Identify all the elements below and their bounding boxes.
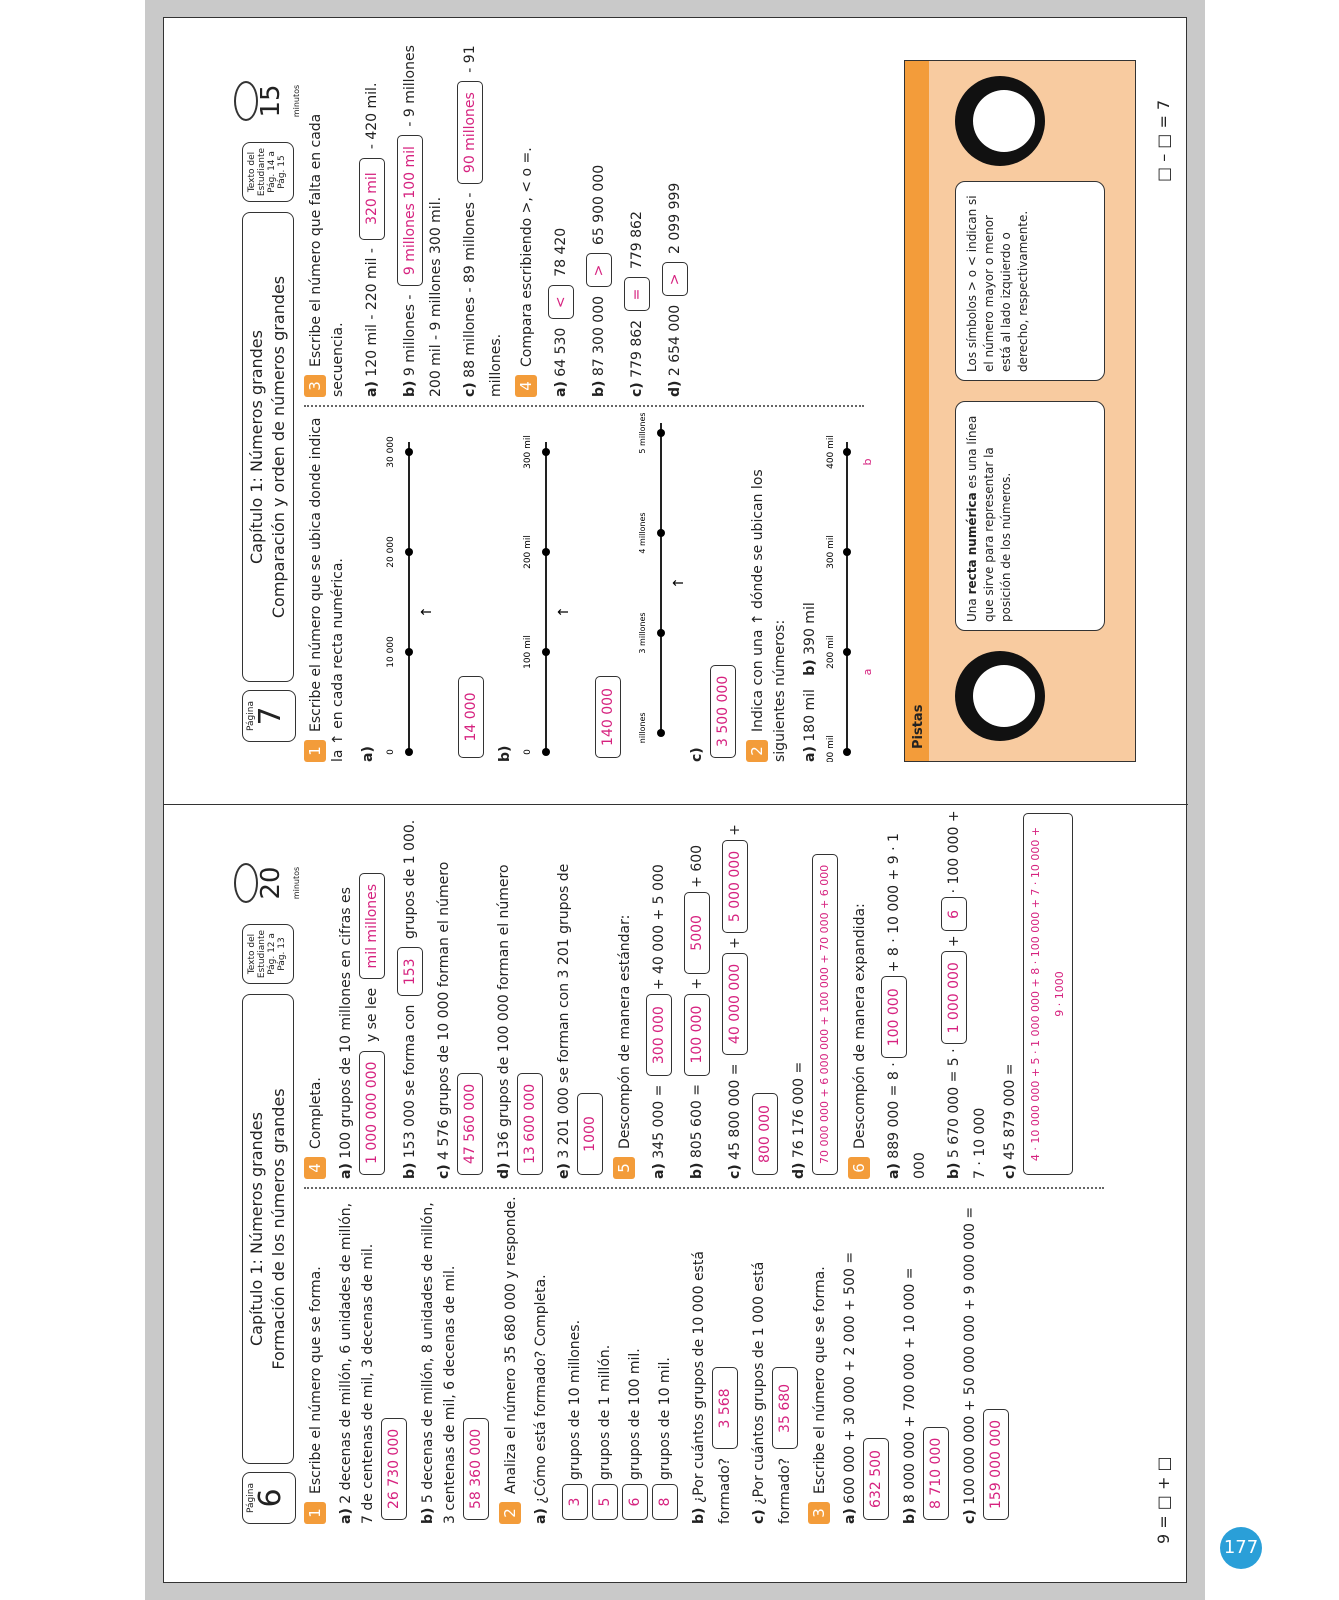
hints-label: Pistas xyxy=(911,704,926,749)
lesson-title: Comparación y orden de números grandes xyxy=(269,275,288,619)
exercise-number: 6 xyxy=(848,1157,870,1179)
page-number-badge: 177 xyxy=(1220,1527,1262,1569)
exercise-number: 1 xyxy=(304,740,326,762)
exercise-number: 5 xyxy=(613,1157,635,1179)
answer-box[interactable]: 140 000 xyxy=(595,676,621,758)
item-text: 153 000 se forma con xyxy=(402,1004,418,1159)
rotated-sheet xyxy=(164,18,1188,1584)
answer-box[interactable]: 90 millones xyxy=(457,81,483,184)
answer-box[interactable]: 8 710 000 xyxy=(923,1427,949,1520)
item-text: y se lee xyxy=(364,987,380,1043)
answer-box[interactable]: 632 500 xyxy=(863,1438,889,1520)
answer-box[interactable]: 70 000 000 + 6 000 000 + 100 000 + 70 000 + 6 000 xyxy=(812,854,838,1175)
tick-label: 10 000 xyxy=(386,636,396,668)
answer-box[interactable]: 9 millones 100 mil xyxy=(397,135,423,286)
arrow-icon: ↑ xyxy=(556,606,572,618)
answer-box[interactable]: 153 xyxy=(397,947,423,996)
item-text: 4 576 grupos de 10 000 forman el número xyxy=(436,861,452,1160)
item-text: 120 mil - 220 mil - xyxy=(364,248,380,377)
hints-panel xyxy=(904,60,1136,762)
footer-equation: □ – □ = 7 xyxy=(1154,99,1173,182)
answer-box[interactable]: 300 000 xyxy=(646,994,672,1076)
item-text: + 600 xyxy=(689,844,705,888)
left-column: 1Escribe el número que se ubica donde indica la ↑ en cada recta numérica. a) 0 10 000 20 000 30 000 ↑ 14 000 b) 0 100 mil 200 mil 300 mil ↑ 140 000 c) 2 millones 3 millones 4 millones 5 millones ↑ 3 500 000 2Indica con una ↑ dónde se ubican los siguientes números: a) 180 mil b) 390 mil 100 mil 200 mil 300 mil 400 mil a b xyxy=(304,412,892,762)
page-box xyxy=(242,690,296,742)
item-text: 45 800 000 = xyxy=(727,1063,743,1160)
tick-label: 100 mil xyxy=(523,635,533,669)
item-text: - 9 millones 200 mil - 9 millones 300 mil. xyxy=(402,45,444,397)
number-line-b xyxy=(516,432,586,762)
divider xyxy=(304,405,864,407)
answer-box[interactable]: 3 xyxy=(562,1484,588,1520)
hints-band xyxy=(905,61,929,761)
exercise-number: 3 xyxy=(304,375,326,397)
clock-icon xyxy=(234,854,301,912)
page-box xyxy=(242,1472,296,1524)
answer-box[interactable]: mil millones xyxy=(359,873,385,980)
answer-box[interactable]: 100 000 xyxy=(684,994,710,1076)
minutes-label: minutos xyxy=(292,84,301,118)
item-text: 5 decenas de millón, 8 unidades de millón, 3 centenas de mil, 6 decenas de mil. xyxy=(420,1202,458,1524)
clock-icon xyxy=(234,72,301,130)
item-text: 2 654 000 xyxy=(667,304,683,377)
item-text: grupos de 10 millones. xyxy=(567,1319,583,1480)
item-text: grupos de 1 millón. xyxy=(597,1344,613,1480)
answer-box[interactable]: > xyxy=(586,254,612,288)
exercise-number: 2 xyxy=(499,1502,521,1524)
tick-label: 300 mil xyxy=(826,535,836,569)
item-text: grupos de 100 mil. xyxy=(627,1348,643,1480)
item-text: 2 decenas de millón, 6 unidades de millón, 7 de centenas de mil, 3 decenas de mil. xyxy=(338,1202,376,1524)
hint-keyword: recta numérica xyxy=(965,492,979,595)
item-text: 5 · xyxy=(946,1048,962,1067)
tick-label: 100 mil xyxy=(826,735,836,762)
arrow-icon: ↑ xyxy=(419,606,435,618)
tick-label: 20 000 xyxy=(386,536,396,568)
textbook-ref xyxy=(242,924,294,984)
answer-box[interactable]: 3 500 000 xyxy=(710,665,736,758)
tick-label: 0 xyxy=(386,749,396,755)
arrow-label: a xyxy=(861,668,874,676)
tick-label: 4 millones xyxy=(638,512,647,554)
tick-label: 3 millones xyxy=(638,612,647,654)
page-number: 6 xyxy=(253,1488,288,1508)
exercise-text: Compara escribiendo >, < o =. xyxy=(519,147,535,367)
answer-box[interactable]: > xyxy=(662,262,688,296)
header xyxy=(224,42,301,742)
answer-box[interactable]: 26 730 000 xyxy=(381,1418,407,1520)
item-text: - 91 millones. xyxy=(462,45,504,397)
answer-box[interactable]: 14 000 xyxy=(458,676,484,758)
answer-box[interactable]: 8 xyxy=(652,1484,678,1520)
item-text: ¿Por cuántos grupos de 10 000 está formado? xyxy=(691,1251,733,1524)
answer-box[interactable]: 3 568 xyxy=(712,1367,738,1449)
item-text: · 100 000 + 7 · 10 000 xyxy=(946,810,988,1179)
tick-label: 400 mil xyxy=(826,435,836,469)
chapter-title: Capítulo 1: Números grandes xyxy=(247,1112,266,1346)
exercise-text: Escribe el número que falta en cada secuencia. xyxy=(308,113,346,397)
answer-box[interactable]: 35 680 xyxy=(772,1367,798,1449)
exercise-text: Analiza el número 35 680 000 y responde. xyxy=(503,1196,519,1494)
answer-box[interactable]: 320 mil xyxy=(359,158,385,240)
answer-box[interactable]: = xyxy=(624,277,650,311)
answer-box[interactable]: 1000 xyxy=(577,1093,603,1175)
exercise-text: Escribe el número que se ubica donde indica la ↑ en cada recta numérica. xyxy=(308,417,346,762)
exercise-text: Escribe el número que se forma. xyxy=(812,1266,828,1494)
title-box xyxy=(242,212,294,682)
exercise-number: 1 xyxy=(304,1502,326,1524)
number-line-c xyxy=(631,413,701,743)
item-text: - 420 mil. xyxy=(364,82,380,150)
right-column: 3Escribe el número que falta en cada secuencia. a) 120 mil - 220 mil - 320 mil - 420 mil. b) 9 millones - 9 millones 100 mil - 9 millones 200 mil - 9 millones 300 mil. c) 88 millones - 89 millones - 90 millones - 91 millones. 4Compara escribiendo >, < o =. a) 64 530 < 78 420 b) 87 300 000 > 65 900 000 c) 779 862 = 779 862 d) 2 654 000 > 2 099 999 xyxy=(304,37,698,397)
answer-box[interactable]: < xyxy=(548,285,574,319)
item-text: 65 900 000 xyxy=(591,164,607,246)
item-text: 779 862 xyxy=(629,319,645,378)
answer-box[interactable]: 5000 xyxy=(684,892,710,974)
item-text: 805 600 = xyxy=(689,1084,705,1159)
minutes: 15 xyxy=(256,84,286,118)
ref-pages: Pág. 12 a Pág. 13 xyxy=(267,933,287,975)
exercise-number: 2 xyxy=(746,740,768,762)
arrow-icon: ↑ xyxy=(671,576,687,589)
page-7 xyxy=(164,18,1188,802)
item-text: ¿Por cuántos grupos de 1 000 está formado? xyxy=(751,1261,793,1524)
item-text: 5 670 000 = xyxy=(946,1070,962,1159)
item-text: 390 mil xyxy=(802,602,818,655)
item-text: + 8 · 10 000 + 9 · 1 000 xyxy=(886,833,928,1179)
exercise-text: Completa. xyxy=(308,1077,324,1149)
page-label: Página xyxy=(246,701,256,731)
exercise-text: Indica con una ↑ dónde se ubican los siguientes números: xyxy=(750,469,788,762)
answer-box[interactable]: 47 560 000 xyxy=(457,1073,483,1175)
answer-box[interactable]: 159 000 000 xyxy=(983,1409,1009,1520)
item-text: 76 176 000 = xyxy=(791,1061,807,1159)
textbook-ref xyxy=(242,142,294,202)
item-text: 78 420 xyxy=(553,227,569,277)
item-text: 345 000 = xyxy=(651,1084,667,1159)
boy-illustration xyxy=(955,76,1045,166)
ref-title: Texto del Estudiante xyxy=(247,147,267,197)
answer-box[interactable]: 5 xyxy=(592,1484,618,1520)
item-text: 2 099 999 xyxy=(667,182,683,254)
minutes: 20 xyxy=(256,866,286,900)
item-text: + 40 000 + 5 000 xyxy=(651,864,667,991)
number-line-2 xyxy=(821,432,877,762)
answer-box[interactable]: 4 · 10 000 000 + 5 · 1 000 000 + 8 · 100 000 + 7 · 10 000 + 9 · 1000 xyxy=(1023,813,1073,1175)
page-6 xyxy=(164,804,1188,1584)
exercise-number: 4 xyxy=(515,375,537,397)
item-text: 889 000 = xyxy=(886,1084,902,1159)
right-column: 4Completa. a) 100 grupos de 10 millones en cifras es 1 000 000 000 y se lee mil millones b) 153 000 se forma con 153 grupos de 1 000. c) 4 576 grupos de 10 000 forman el número 47 560 000 d) 136 grupos de 100 000 forman el número 13 600 000 e) 3 201 000 se forman con 3 201 grupos de 1000 5Descompón de manera estándar: a) 345 000 = 300 000+ 40 000 + 5 000 b) 805 600 = 100 000+5000+ 600 c) 45 800 000 = 40 000 000+5 000 000+800 000 d) 76 176 000 = 70 000 000 + 6 000 000 + 100 000 + 70 000 + 6 000 6Descompón de manera expandida: a) 889 000 = 8 ·100 000+ 8 · 10 000 + 9 · 1 000 b) 5 670 000 = 5 ·1 000 000+6· 100 000 + 7 · 10 000 c) 45 879 000 = 4 · 10 000 000 + 5 · 1 000 000 + 8 · 100 000 + 7 · 10 000 + 9 · 1000 xyxy=(304,809,1083,1179)
tick-label: 200 mil xyxy=(523,535,533,569)
tick-label: 5 millones xyxy=(638,412,647,454)
hint-text: Una xyxy=(965,598,979,622)
tick-label: 300 mil xyxy=(523,435,533,469)
lesson-title: Formación de los números grandes xyxy=(269,1088,288,1370)
girl-illustration xyxy=(955,651,1045,741)
hint-text: Los símbolos > o < indican si el número mayor o menor está al lado izquierdo o derecho, respectivamente. xyxy=(965,195,1030,372)
item-text: 8 · xyxy=(886,1062,902,1081)
arrow-label: b xyxy=(861,458,874,466)
answer-box[interactable]: 6 xyxy=(622,1484,648,1520)
tick-label: 2 millones xyxy=(638,712,647,743)
exercise-text: Descompón de manera estándar: xyxy=(617,914,633,1149)
answer-box[interactable]: 100 000 xyxy=(881,976,907,1058)
tick-label: 30 000 xyxy=(386,436,396,468)
title-box xyxy=(242,994,294,1464)
item-text: 100 grupos de 10 millones en cifras es xyxy=(338,887,354,1159)
header xyxy=(224,824,301,1524)
exercise-number: 3 xyxy=(808,1502,830,1524)
item-text: 600 000 + 30 000 + 2 000 + 500 = xyxy=(842,1251,858,1504)
item-text: 136 grupos de 100 000 forman el número xyxy=(496,864,512,1159)
answer-box[interactable]: 800 000 xyxy=(752,1093,778,1175)
divider xyxy=(304,1187,1104,1189)
hint-bubble-2 xyxy=(955,181,1105,381)
exercise-number: 4 xyxy=(304,1157,326,1179)
item-text: 64 530 xyxy=(553,327,569,377)
ref-title: Texto del Estudiante xyxy=(247,929,267,979)
answer-box[interactable]: 40 000 000 xyxy=(722,953,748,1055)
page-frame xyxy=(163,17,1187,1583)
footer-equation: 9 = □ + □ xyxy=(1154,1456,1173,1544)
answer-box[interactable]: 13 600 000 xyxy=(517,1073,543,1175)
answer-box[interactable]: 1 000 000 000 xyxy=(359,1051,385,1175)
answer-box[interactable]: 6 xyxy=(941,897,967,931)
answer-box[interactable]: 58 360 000 xyxy=(463,1418,489,1520)
item-text: 45 879 000 = xyxy=(1002,1063,1018,1160)
minutes-label: minutos xyxy=(292,866,301,900)
tick-label: 0 xyxy=(523,749,533,755)
left-column: 1Escribe el número que se forma. a) 2 decenas de millón, 6 unidades de millón, 7 de centenas de mil, 3 decenas de mil. 26 730 000 b) 5 decenas de millón, 8 unidades de millón, 3 centenas de mil, 6 decenas de mil. 58 360 000 2Analiza el número 35 680 000 y responde. a) ¿Cómo está formado? Completa. 3grupos de 10 millones. 5grupos de 1 millón. 6grupos de 100 mil. 8grupos de 10 mil. b) ¿Por cuántos grupos de 10 000 está formado? 3 568 c) ¿Por cuántos grupos de 1 000 está formado? 35 680 3Escribe el número que se forma. a) 600 000 + 30 000 + 2 000 + 500 = 632 500 b) 8 000 000 + 700 000 + 10 000 = 8 710 000 c) 100 000 000 + 50 000 000 + 9 000 000 = 159 000 000 xyxy=(304,1194,1019,1524)
exercise-text: Descompón de manera expandida: xyxy=(852,903,868,1149)
item-text: 779 862 xyxy=(629,211,645,270)
item-text: grupos de 10 mil. xyxy=(657,1357,673,1480)
hint-bubble-1 xyxy=(955,401,1105,631)
hint-text: es una línea que sirve para representar la posición de los números. xyxy=(965,415,1013,622)
tick-label: 200 mil xyxy=(826,635,836,669)
number-line-a xyxy=(379,432,449,762)
page-number: 7 xyxy=(253,706,288,726)
item-text: 87 300 000 xyxy=(591,295,607,377)
ref-pages: Pág. 14 a Pág. 15 xyxy=(267,151,287,193)
answer-box[interactable]: 5 000 000 xyxy=(722,840,748,933)
item-text: 180 mil xyxy=(802,689,818,742)
item-text: 9 millones - xyxy=(402,294,418,377)
answer-box[interactable]: 1 000 000 xyxy=(941,951,967,1044)
item-text: 88 millones - 89 millones - xyxy=(462,192,478,378)
item-text: grupos de 1 000. xyxy=(402,819,418,939)
exercise-text: Escribe el número que se forma. xyxy=(308,1266,324,1494)
chapter-title: Capítulo 1: Números grandes xyxy=(247,330,266,564)
item-text: ¿Cómo está formado? Completa. xyxy=(533,1274,549,1504)
item-text: 3 201 000 se forman con 3 201 grupos de xyxy=(556,863,572,1159)
page-label: Página xyxy=(246,1483,256,1513)
item-text: 8 000 000 + 700 000 + 10 000 = xyxy=(902,1267,918,1504)
item-text: 100 000 000 + 50 000 000 + 9 000 000 = xyxy=(962,1206,978,1505)
